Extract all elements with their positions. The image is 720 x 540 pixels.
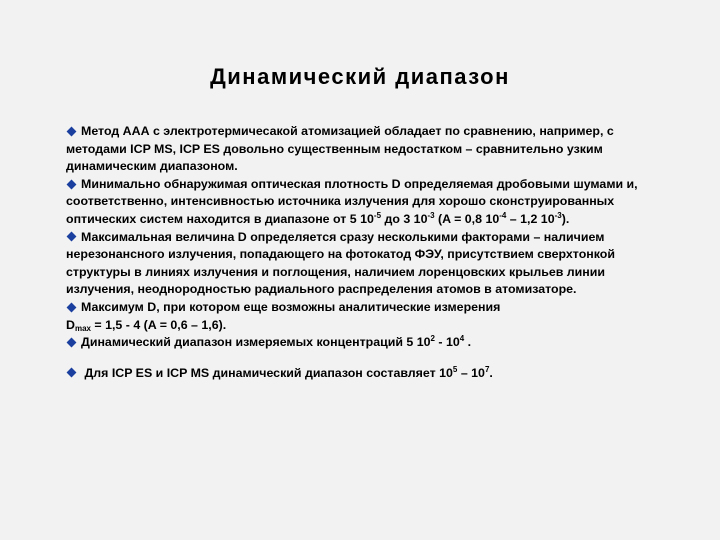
paragraph-1 — [66, 123, 670, 176]
diamond-bullet-icon — [67, 179, 77, 189]
paragraph-2-text: до 3 10 — [381, 211, 428, 226]
exponent: -3 — [427, 210, 435, 220]
slide-body — [66, 123, 670, 382]
diamond-bullet-icon — [67, 368, 77, 378]
exponent: -3 — [554, 210, 562, 220]
diamond-bullet-icon — [67, 126, 77, 136]
paragraph-6-text: Для ICP ES и ICP MS динамический диапазон составляет 10 — [81, 365, 453, 380]
paragraph-3 — [66, 229, 670, 299]
exponent: 4 — [459, 334, 465, 344]
paragraph-5-text: . — [464, 335, 472, 350]
paragraph-6-text: . — [489, 365, 493, 380]
exponent: 2 — [430, 334, 435, 344]
paragraph-2-text: ). — [561, 211, 570, 226]
paragraph-6-text: – 10 — [457, 365, 485, 380]
paragraph-2 — [66, 176, 670, 229]
paragraph-2-text: (A = 0,8 10 — [434, 211, 500, 226]
exponent: -4 — [499, 210, 507, 220]
paragraph-4-text: Максимум D, при котором еще возможны аналитические измерения — [81, 299, 501, 314]
exponent: 7 — [484, 364, 490, 374]
paragraph-5-text: - 10 — [434, 335, 460, 350]
d-symbol: D — [66, 317, 75, 332]
slide-title: Динамический диапазон — [210, 64, 510, 89]
paragraph-5-text: Динамический диапазон измеряемых концентраций 5 10 — [81, 335, 431, 350]
paragraph-6 — [66, 365, 670, 383]
paragraph-2-text: Минимально обнаружимая оптическая плотность D определяемая дробовыми шумами и, соответственно, интенсивностью источника излучения для хорошо сконструированных оптических систем находится в диапазоне от 5 10 — [66, 176, 638, 226]
paragraph-5 — [66, 334, 670, 352]
exponent: -5 — [373, 210, 382, 220]
subscript: max — [74, 323, 91, 333]
paragraph-4 — [66, 299, 670, 334]
diamond-bullet-icon — [67, 302, 77, 312]
paragraph-1-text: Метод ААА с электротермичесакой атомизацией обладает по сравнению, например, с методами ICP MS, ICP ES довольно существенным недостатком – сравнительно узким динамическим диапазоном. — [66, 124, 614, 174]
diamond-bullet-icon — [67, 232, 77, 242]
paragraph-2-text: – 1,2 10 — [506, 211, 555, 226]
paragraph-4-text: = 1,5 - 4 (A = 0,6 – 1,6). — [90, 317, 227, 332]
exponent: 5 — [452, 364, 458, 374]
paragraph-3-text: Максимальная величина D определяется сразу несколькими факторами – наличием нерезонансного излучения, попадающего на фотокатод ФЭУ, присутствием сверхтонкой структуры в линиях излучения и поглощения, наличием лоренцовских крыльев линии излучения, неоднородностью радиального распределения атомов в атомизаторе. — [66, 229, 615, 297]
diamond-bullet-icon — [67, 337, 77, 347]
